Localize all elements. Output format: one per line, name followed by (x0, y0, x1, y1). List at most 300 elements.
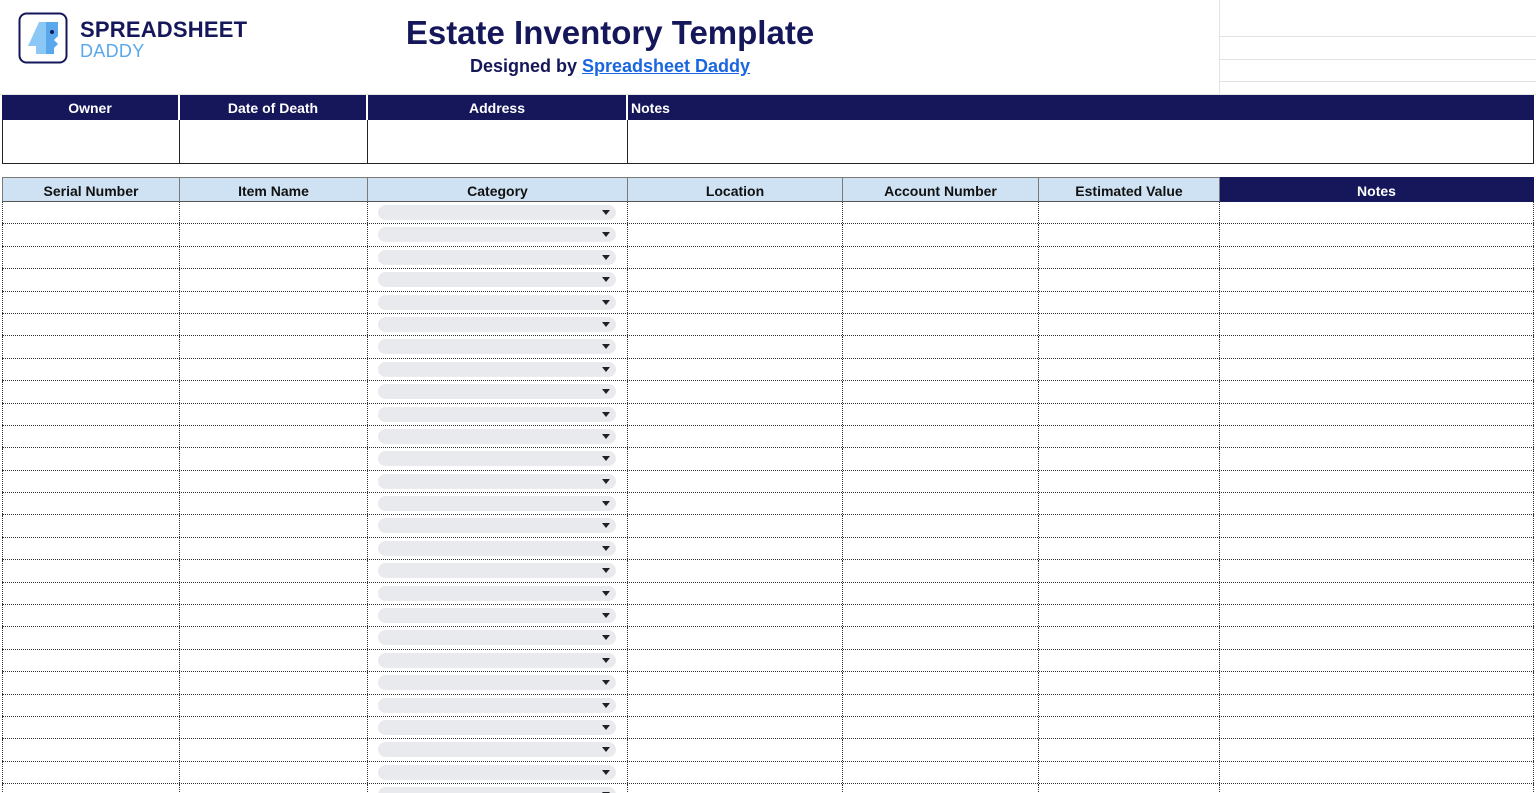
owner-column-header[interactable]: Owner (2, 95, 180, 120)
location-cell[interactable] (628, 695, 843, 716)
account-number-cell[interactable] (843, 224, 1039, 245)
category-cell[interactable] (368, 202, 628, 223)
category-dropdown[interactable] (378, 586, 616, 601)
table-row (2, 739, 1534, 761)
location-cell[interactable] (628, 583, 843, 604)
location-cell[interactable] (628, 426, 843, 447)
category-cell[interactable] (368, 672, 628, 693)
estimated-value-cell[interactable] (1039, 224, 1220, 245)
item-name-cell[interactable] (180, 381, 368, 402)
account-number-cell[interactable] (843, 381, 1039, 402)
serial-number-cell[interactable] (2, 426, 180, 447)
subtitle-prefix: Designed by (469, 56, 582, 76)
chevron-down-icon[interactable] (602, 322, 610, 327)
spreadsheet-daddy-logo-icon (18, 12, 68, 64)
estimated-value-cell[interactable] (1039, 269, 1220, 290)
chevron-down-icon[interactable] (602, 232, 610, 237)
gridline (1220, 59, 1536, 60)
inventory-notes-column-header[interactable]: Notes (1220, 177, 1534, 202)
chevron-down-icon[interactable] (602, 479, 610, 484)
account-number-cell[interactable] (843, 695, 1039, 716)
estimated-value-cell[interactable] (1039, 314, 1220, 335)
address-input-cell[interactable] (368, 120, 628, 163)
location-cell[interactable] (628, 672, 843, 693)
table-row (2, 650, 1534, 672)
location-cell[interactable] (628, 515, 843, 536)
category-dropdown[interactable] (378, 362, 616, 377)
table-row (2, 627, 1534, 649)
account-number-cell[interactable] (843, 292, 1039, 313)
category-cell[interactable] (368, 538, 628, 559)
estimated-value-cell[interactable] (1039, 426, 1220, 447)
account-number-cell[interactable] (843, 538, 1039, 559)
serial-number-cell[interactable] (2, 560, 180, 581)
owner-notes-input-cell[interactable] (628, 120, 1533, 163)
category-cell[interactable] (368, 224, 628, 245)
category-dropdown[interactable] (378, 630, 616, 645)
serial-number-cell[interactable] (2, 762, 180, 783)
account-number-cell[interactable] (843, 426, 1039, 447)
notes-cell[interactable] (1220, 359, 1534, 380)
serial-number-cell[interactable] (2, 314, 180, 335)
estimated-value-cell[interactable] (1039, 381, 1220, 402)
owner-input-cell[interactable] (3, 120, 180, 163)
serial-number-cell[interactable] (2, 224, 180, 245)
category-dropdown[interactable] (378, 675, 616, 690)
category-column-header[interactable]: Category (368, 177, 628, 202)
date-of-death-column-header[interactable]: Date of Death (180, 95, 368, 120)
notes-cell[interactable] (1220, 605, 1534, 626)
estimated-value-cell[interactable] (1039, 336, 1220, 357)
table-row (2, 247, 1534, 269)
location-cell[interactable] (628, 784, 843, 793)
category-cell[interactable] (368, 515, 628, 536)
location-cell[interactable] (628, 739, 843, 760)
chevron-down-icon[interactable] (602, 568, 610, 573)
chevron-down-icon[interactable] (602, 703, 610, 708)
category-dropdown[interactable] (378, 205, 616, 220)
account-number-cell[interactable] (843, 247, 1039, 268)
chevron-down-icon[interactable] (602, 680, 610, 685)
category-cell[interactable] (368, 292, 628, 313)
estimated-value-cell[interactable] (1039, 448, 1220, 469)
estimated-value-cell[interactable] (1039, 359, 1220, 380)
gridline (1220, 81, 1536, 82)
notes-cell[interactable] (1220, 448, 1534, 469)
category-dropdown[interactable] (378, 765, 616, 780)
spreadsheet-daddy-link[interactable]: Spreadsheet Daddy (581, 56, 751, 76)
estimated-value-cell[interactable] (1039, 672, 1220, 693)
account-number-cell[interactable] (843, 202, 1039, 223)
location-cell[interactable] (628, 269, 843, 290)
category-dropdown[interactable] (378, 295, 616, 310)
chevron-down-icon[interactable] (602, 210, 610, 215)
table-row (2, 583, 1534, 605)
category-cell[interactable] (368, 314, 628, 335)
item-name-cell[interactable] (180, 202, 368, 223)
item-name-cell[interactable] (180, 605, 368, 626)
item-name-cell[interactable] (180, 336, 368, 357)
item-name-cell[interactable] (180, 538, 368, 559)
location-cell[interactable] (628, 538, 843, 559)
account-number-cell[interactable] (843, 560, 1039, 581)
item-name-cell[interactable] (180, 717, 368, 738)
category-dropdown[interactable] (378, 384, 616, 399)
category-dropdown[interactable] (378, 227, 616, 242)
notes-cell[interactable] (1220, 538, 1534, 559)
notes-cell[interactable] (1220, 426, 1534, 447)
notes-cell[interactable] (1220, 627, 1534, 648)
category-cell[interactable] (368, 739, 628, 760)
category-cell[interactable] (368, 471, 628, 492)
account-number-cell[interactable] (843, 739, 1039, 760)
category-cell[interactable] (368, 269, 628, 290)
location-cell[interactable] (628, 381, 843, 402)
template-header (0, 0, 1536, 95)
item-name-cell[interactable] (180, 627, 368, 648)
owner-table-header (2, 95, 1534, 120)
serial-number-cell[interactable] (2, 515, 180, 536)
estimated-value-cell[interactable] (1039, 247, 1220, 268)
estimated-value-cell[interactable] (1039, 202, 1220, 223)
notes-cell[interactable] (1220, 247, 1534, 268)
inventory-table-header (2, 177, 1534, 202)
serial-number-cell[interactable] (2, 448, 180, 469)
estimated-value-cell[interactable] (1039, 515, 1220, 536)
category-cell[interactable] (368, 404, 628, 425)
item-name-column-header[interactable]: Item Name (180, 177, 368, 202)
location-cell[interactable] (628, 359, 843, 380)
notes-cell[interactable] (1220, 381, 1534, 402)
item-name-cell[interactable] (180, 739, 368, 760)
table-row (2, 202, 1534, 224)
notes-cell[interactable] (1220, 739, 1534, 760)
notes-cell[interactable] (1220, 336, 1534, 357)
location-cell[interactable] (628, 650, 843, 671)
estimated-value-cell[interactable] (1039, 493, 1220, 514)
estimated-value-cell[interactable] (1039, 627, 1220, 648)
item-name-cell[interactable] (180, 493, 368, 514)
account-number-cell[interactable] (843, 493, 1039, 514)
account-number-column-header[interactable]: Account Number (843, 177, 1039, 202)
table-row (2, 314, 1534, 336)
category-cell[interactable] (368, 695, 628, 716)
notes-cell[interactable] (1220, 314, 1534, 335)
location-cell[interactable] (628, 717, 843, 738)
owner-table-input-row (2, 120, 1534, 164)
account-number-cell[interactable] (843, 471, 1039, 492)
table-row (2, 493, 1534, 515)
chevron-down-icon[interactable] (602, 546, 610, 551)
logo-wordmark-secondary: DADDY (80, 41, 145, 61)
location-cell[interactable] (628, 314, 843, 335)
account-number-cell[interactable] (843, 515, 1039, 536)
item-name-cell[interactable] (180, 784, 368, 793)
chevron-down-icon[interactable] (602, 434, 610, 439)
chevron-down-icon[interactable] (602, 523, 610, 528)
chevron-down-icon[interactable] (602, 412, 610, 417)
item-name-cell[interactable] (180, 359, 368, 380)
category-dropdown[interactable] (378, 742, 616, 757)
table-row (2, 224, 1534, 246)
notes-cell[interactable] (1220, 784, 1534, 793)
category-dropdown[interactable] (378, 429, 616, 444)
table-row (2, 695, 1534, 717)
serial-number-column-header[interactable]: Serial Number (2, 177, 180, 202)
chevron-down-icon[interactable] (602, 501, 610, 506)
table-row (2, 672, 1534, 694)
table-row (2, 471, 1534, 493)
item-name-cell[interactable] (180, 314, 368, 335)
account-number-cell[interactable] (843, 762, 1039, 783)
item-name-cell[interactable] (180, 292, 368, 313)
account-number-cell[interactable] (843, 336, 1039, 357)
notes-cell[interactable] (1220, 493, 1534, 514)
account-number-cell[interactable] (843, 269, 1039, 290)
category-dropdown[interactable] (378, 339, 616, 354)
notes-cell[interactable] (1220, 404, 1534, 425)
item-name-cell[interactable] (180, 515, 368, 536)
location-cell[interactable] (628, 605, 843, 626)
serial-number-cell[interactable] (2, 538, 180, 559)
empty-grid-cells (1219, 0, 1536, 94)
estimated-value-cell[interactable] (1039, 739, 1220, 760)
category-cell[interactable] (368, 627, 628, 648)
category-dropdown[interactable] (378, 518, 616, 533)
location-cell[interactable] (628, 336, 843, 357)
notes-cell[interactable] (1220, 560, 1534, 581)
notes-cell[interactable] (1220, 672, 1534, 693)
category-cell[interactable] (368, 448, 628, 469)
category-dropdown[interactable] (378, 451, 616, 466)
estimated-value-cell[interactable] (1039, 762, 1220, 783)
serial-number-cell[interactable] (2, 717, 180, 738)
estimated-value-column-header[interactable]: Estimated Value (1039, 177, 1220, 202)
account-number-cell[interactable] (843, 650, 1039, 671)
chevron-down-icon[interactable] (602, 658, 610, 663)
account-number-cell[interactable] (843, 359, 1039, 380)
account-number-cell[interactable] (843, 672, 1039, 693)
item-name-cell[interactable] (180, 404, 368, 425)
chevron-down-icon[interactable] (602, 367, 610, 372)
table-row (2, 784, 1534, 793)
location-cell[interactable] (628, 202, 843, 223)
serial-number-cell[interactable] (2, 627, 180, 648)
location-cell[interactable] (628, 471, 843, 492)
table-row (2, 605, 1534, 627)
location-cell[interactable] (628, 493, 843, 514)
item-name-cell[interactable] (180, 695, 368, 716)
category-dropdown[interactable] (378, 608, 616, 623)
account-number-cell[interactable] (843, 448, 1039, 469)
serial-number-cell[interactable] (2, 269, 180, 290)
owner-notes-column-header[interactable]: Notes (631, 100, 670, 116)
item-name-cell[interactable] (180, 672, 368, 693)
estimated-value-cell[interactable] (1039, 695, 1220, 716)
serial-number-cell[interactable] (2, 359, 180, 380)
notes-cell[interactable] (1220, 269, 1534, 290)
serial-number-cell[interactable] (2, 493, 180, 514)
location-cell[interactable] (628, 247, 843, 268)
notes-cell[interactable] (1220, 695, 1534, 716)
chevron-down-icon[interactable] (602, 389, 610, 394)
category-cell[interactable] (368, 247, 628, 268)
category-cell[interactable] (368, 583, 628, 604)
category-cell[interactable] (368, 717, 628, 738)
chevron-down-icon[interactable] (602, 255, 610, 260)
category-dropdown[interactable] (378, 541, 616, 556)
category-dropdown[interactable] (378, 787, 616, 793)
estimated-value-cell[interactable] (1039, 404, 1220, 425)
location-cell[interactable] (628, 292, 843, 313)
location-cell[interactable] (628, 224, 843, 245)
item-name-cell[interactable] (180, 471, 368, 492)
notes-cell[interactable] (1220, 224, 1534, 245)
page-title: Estate Inventory Template (405, 14, 815, 51)
table-row (2, 381, 1534, 403)
table-row (2, 448, 1534, 470)
category-cell[interactable] (368, 762, 628, 783)
serial-number-cell[interactable] (2, 381, 180, 402)
chevron-down-icon[interactable] (602, 456, 610, 461)
category-cell[interactable] (368, 784, 628, 793)
category-dropdown[interactable] (378, 563, 616, 578)
table-row (2, 515, 1534, 537)
notes-cell[interactable] (1220, 650, 1534, 671)
table-row (2, 560, 1534, 582)
table-row (2, 538, 1534, 560)
estimated-value-cell[interactable] (1039, 292, 1220, 313)
item-name-cell[interactable] (180, 762, 368, 783)
serial-number-cell[interactable] (2, 471, 180, 492)
table-row (2, 336, 1534, 358)
account-number-cell[interactable] (843, 605, 1039, 626)
item-name-cell[interactable] (180, 650, 368, 671)
category-dropdown[interactable] (378, 272, 616, 287)
serial-number-cell[interactable] (2, 336, 180, 357)
chevron-down-icon[interactable] (602, 613, 610, 618)
notes-cell[interactable] (1220, 515, 1534, 536)
chevron-down-icon[interactable] (602, 725, 610, 730)
category-cell[interactable] (368, 426, 628, 447)
table-row (2, 426, 1534, 448)
location-column-header[interactable]: Location (628, 177, 843, 202)
category-dropdown[interactable] (378, 698, 616, 713)
account-number-cell[interactable] (843, 627, 1039, 648)
notes-cell[interactable] (1220, 292, 1534, 313)
serial-number-cell[interactable] (2, 739, 180, 760)
page-subtitle (390, 56, 830, 77)
location-cell[interactable] (628, 627, 843, 648)
serial-number-cell[interactable] (2, 247, 180, 268)
table-row (2, 717, 1534, 739)
serial-number-cell[interactable] (2, 292, 180, 313)
account-number-cell[interactable] (843, 784, 1039, 793)
chevron-down-icon[interactable] (602, 344, 610, 349)
location-cell[interactable] (628, 560, 843, 581)
table-row (2, 292, 1534, 314)
estimated-value-cell[interactable] (1039, 583, 1220, 604)
table-row (2, 269, 1534, 291)
category-cell[interactable] (368, 560, 628, 581)
estimated-value-cell[interactable] (1039, 538, 1220, 559)
chevron-down-icon[interactable] (602, 770, 610, 775)
category-cell[interactable] (368, 359, 628, 380)
category-cell[interactable] (368, 336, 628, 357)
account-number-cell[interactable] (843, 717, 1039, 738)
notes-cell[interactable] (1220, 717, 1534, 738)
item-name-cell[interactable] (180, 448, 368, 469)
category-dropdown[interactable] (378, 496, 616, 511)
estimated-value-cell[interactable] (1039, 471, 1220, 492)
estimated-value-cell[interactable] (1039, 717, 1220, 738)
chevron-down-icon[interactable] (602, 635, 610, 640)
account-number-cell[interactable] (843, 404, 1039, 425)
chevron-down-icon[interactable] (602, 591, 610, 596)
category-dropdown[interactable] (378, 474, 616, 489)
item-name-cell[interactable] (180, 269, 368, 290)
item-name-cell[interactable] (180, 583, 368, 604)
serial-number-cell[interactable] (2, 695, 180, 716)
category-dropdown[interactable] (378, 317, 616, 332)
category-dropdown[interactable] (378, 250, 616, 265)
item-name-cell[interactable] (180, 426, 368, 447)
category-cell[interactable] (368, 650, 628, 671)
chevron-down-icon[interactable] (602, 300, 610, 305)
table-row (2, 762, 1534, 784)
serial-number-cell[interactable] (2, 605, 180, 626)
location-cell[interactable] (628, 404, 843, 425)
notes-cell[interactable] (1220, 471, 1534, 492)
brand-logo[interactable] (18, 12, 258, 66)
serial-number-cell[interactable] (2, 650, 180, 671)
table-row (2, 359, 1534, 381)
address-column-header[interactable]: Address (368, 95, 628, 120)
notes-cell[interactable] (1220, 762, 1534, 783)
category-cell[interactable] (368, 381, 628, 402)
location-cell[interactable] (628, 762, 843, 783)
category-cell[interactable] (368, 605, 628, 626)
estimated-value-cell[interactable] (1039, 560, 1220, 581)
location-cell[interactable] (628, 448, 843, 469)
serial-number-cell[interactable] (2, 202, 180, 223)
estimated-value-cell[interactable] (1039, 605, 1220, 626)
category-dropdown[interactable] (378, 653, 616, 668)
notes-cell[interactable] (1220, 583, 1534, 604)
gridline (1220, 36, 1536, 37)
notes-cell[interactable] (1220, 202, 1534, 223)
serial-number-cell[interactable] (2, 583, 180, 604)
category-cell[interactable] (368, 493, 628, 514)
serial-number-cell[interactable] (2, 672, 180, 693)
item-name-cell[interactable] (180, 247, 368, 268)
category-dropdown[interactable] (378, 407, 616, 422)
item-name-cell[interactable] (180, 560, 368, 581)
chevron-down-icon[interactable] (602, 747, 610, 752)
item-name-cell[interactable] (180, 224, 368, 245)
estimated-value-cell[interactable] (1039, 650, 1220, 671)
account-number-cell[interactable] (843, 583, 1039, 604)
account-number-cell[interactable] (843, 314, 1039, 335)
serial-number-cell[interactable] (2, 784, 180, 793)
serial-number-cell[interactable] (2, 404, 180, 425)
spacer-row (0, 165, 1536, 177)
date-of-death-input-cell[interactable] (180, 120, 368, 163)
chevron-down-icon[interactable] (602, 277, 610, 282)
category-dropdown[interactable] (378, 720, 616, 735)
inventory-table-body (2, 202, 1534, 793)
estimated-value-cell[interactable] (1039, 784, 1220, 793)
